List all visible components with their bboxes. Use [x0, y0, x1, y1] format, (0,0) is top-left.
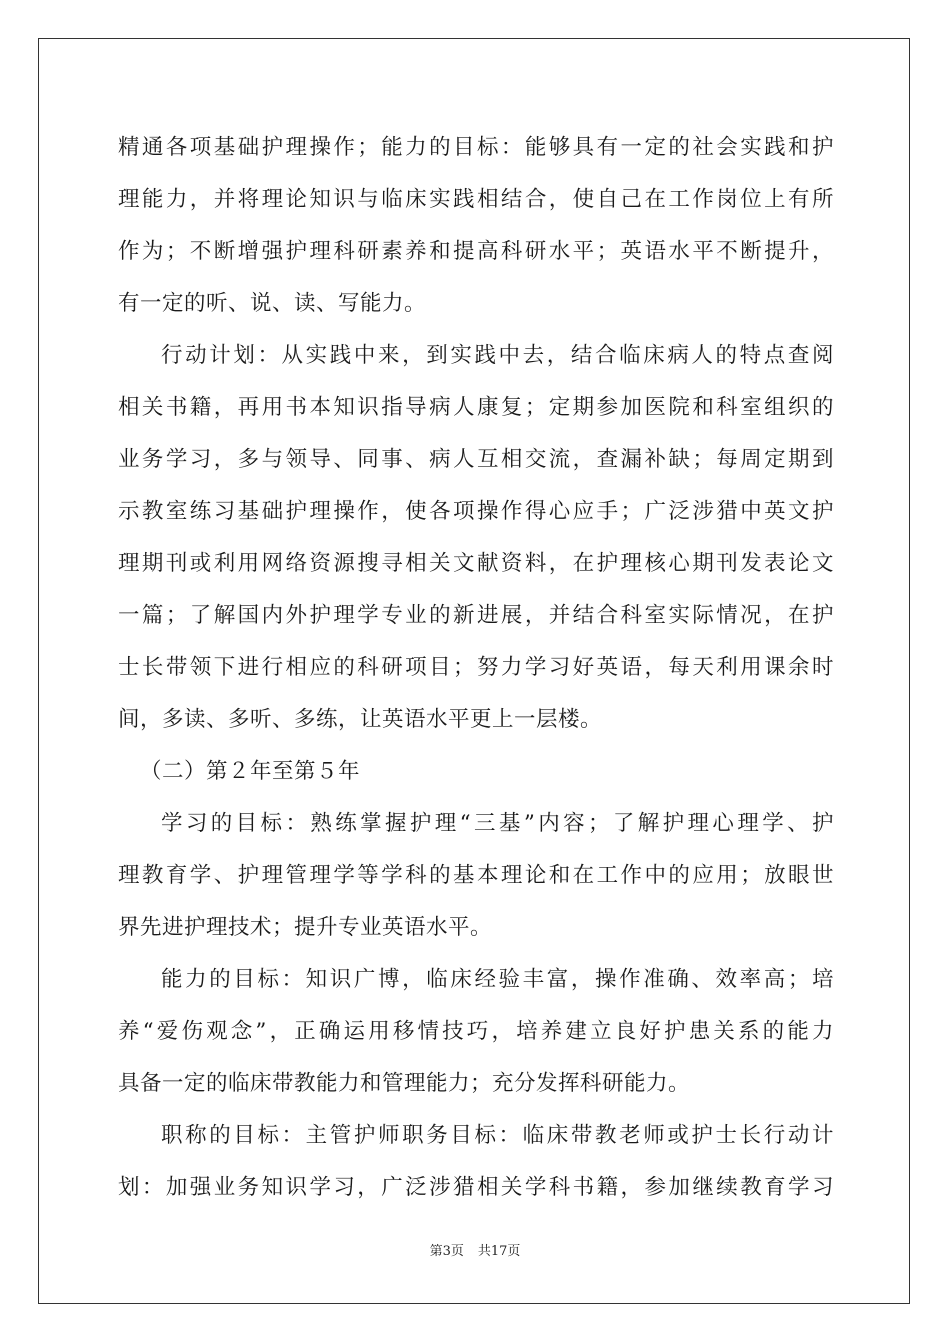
text-line: 理期刊或利用网络资源搜寻相关文献资料，在护理核心期刊发表论文 — [118, 551, 834, 576]
text-line: 养“爱伤观念”，正确运用移情技巧，培养建立良好护患关系的能力 — [118, 1019, 834, 1044]
text-line: 间，多读、多听、多练，让英语水平更上一层楼。 — [118, 707, 603, 732]
text-line: 能力的目标：知识广博，临床经验丰富，操作准确、效率高；培 — [161, 967, 834, 992]
paragraph — [118, 122, 834, 330]
paragraph — [118, 330, 834, 746]
paragraph — [118, 1110, 834, 1214]
text-line: 职称的目标：主管护师职务目标：临床带教老师或护士长行动计 — [161, 1123, 834, 1148]
text-line: 业务学习，多与领导、同事、病人互相交流，查漏补缺；每周定期到 — [118, 447, 834, 472]
text-line: 划：加强业务知识学习，广泛涉猎相关学科书籍，参加继续教育学习 — [118, 1175, 834, 1200]
document-body — [118, 122, 834, 1214]
text-line: 行动计划：从实践中来，到实践中去，结合临床病人的特点查阅 — [161, 343, 834, 368]
paragraph — [118, 798, 834, 954]
text-line: 一篇；了解国内外护理学专业的新进展，并结合科室实际情况，在护 — [118, 603, 834, 628]
text-line: 示教室练习基础护理操作，使各项操作得心应手；广泛涉猎中英文护 — [118, 499, 834, 524]
text-line: 有一定的听、说、读、写能力。 — [118, 291, 427, 316]
section-heading — [118, 746, 834, 798]
page-total: 共17页 — [477, 1244, 521, 1259]
paragraph — [118, 954, 834, 1110]
text-line: 精通各项基础护理操作；能力的目标：能够具有一定的社会实践和护 — [118, 135, 834, 160]
text-line: 士长带领下进行相应的科研项目；努力学习好英语，每天利用课余时 — [118, 655, 834, 680]
text-line: 作为；不断增强护理科研素养和提高科研水平；英语水平不断提升， — [118, 239, 834, 264]
text-line: 学习的目标：熟练掌握护理“三基”内容；了解护理心理学、护 — [161, 811, 834, 836]
text-line: 具备一定的临床带教能力和管理能力；充分发挥科研能力。 — [118, 1071, 691, 1096]
text-line: 相关书籍，再用书本知识指导病人康复；定期参加医院和科室组织的 — [118, 395, 834, 420]
text-line: （二）第２年至第５年 — [140, 759, 361, 784]
text-line: 界先进护理技术；提升专业英语水平。 — [118, 915, 493, 940]
page-footer — [0, 1240, 950, 1259]
text-line: 理教育学、护理管理学等学科的基本理论和在工作中的应用；放眼世 — [118, 863, 834, 888]
page-number: 第3页 — [429, 1244, 464, 1259]
text-line: 理能力，并将理论知识与临床实践相结合，使自己在工作岗位上有所 — [118, 187, 834, 212]
